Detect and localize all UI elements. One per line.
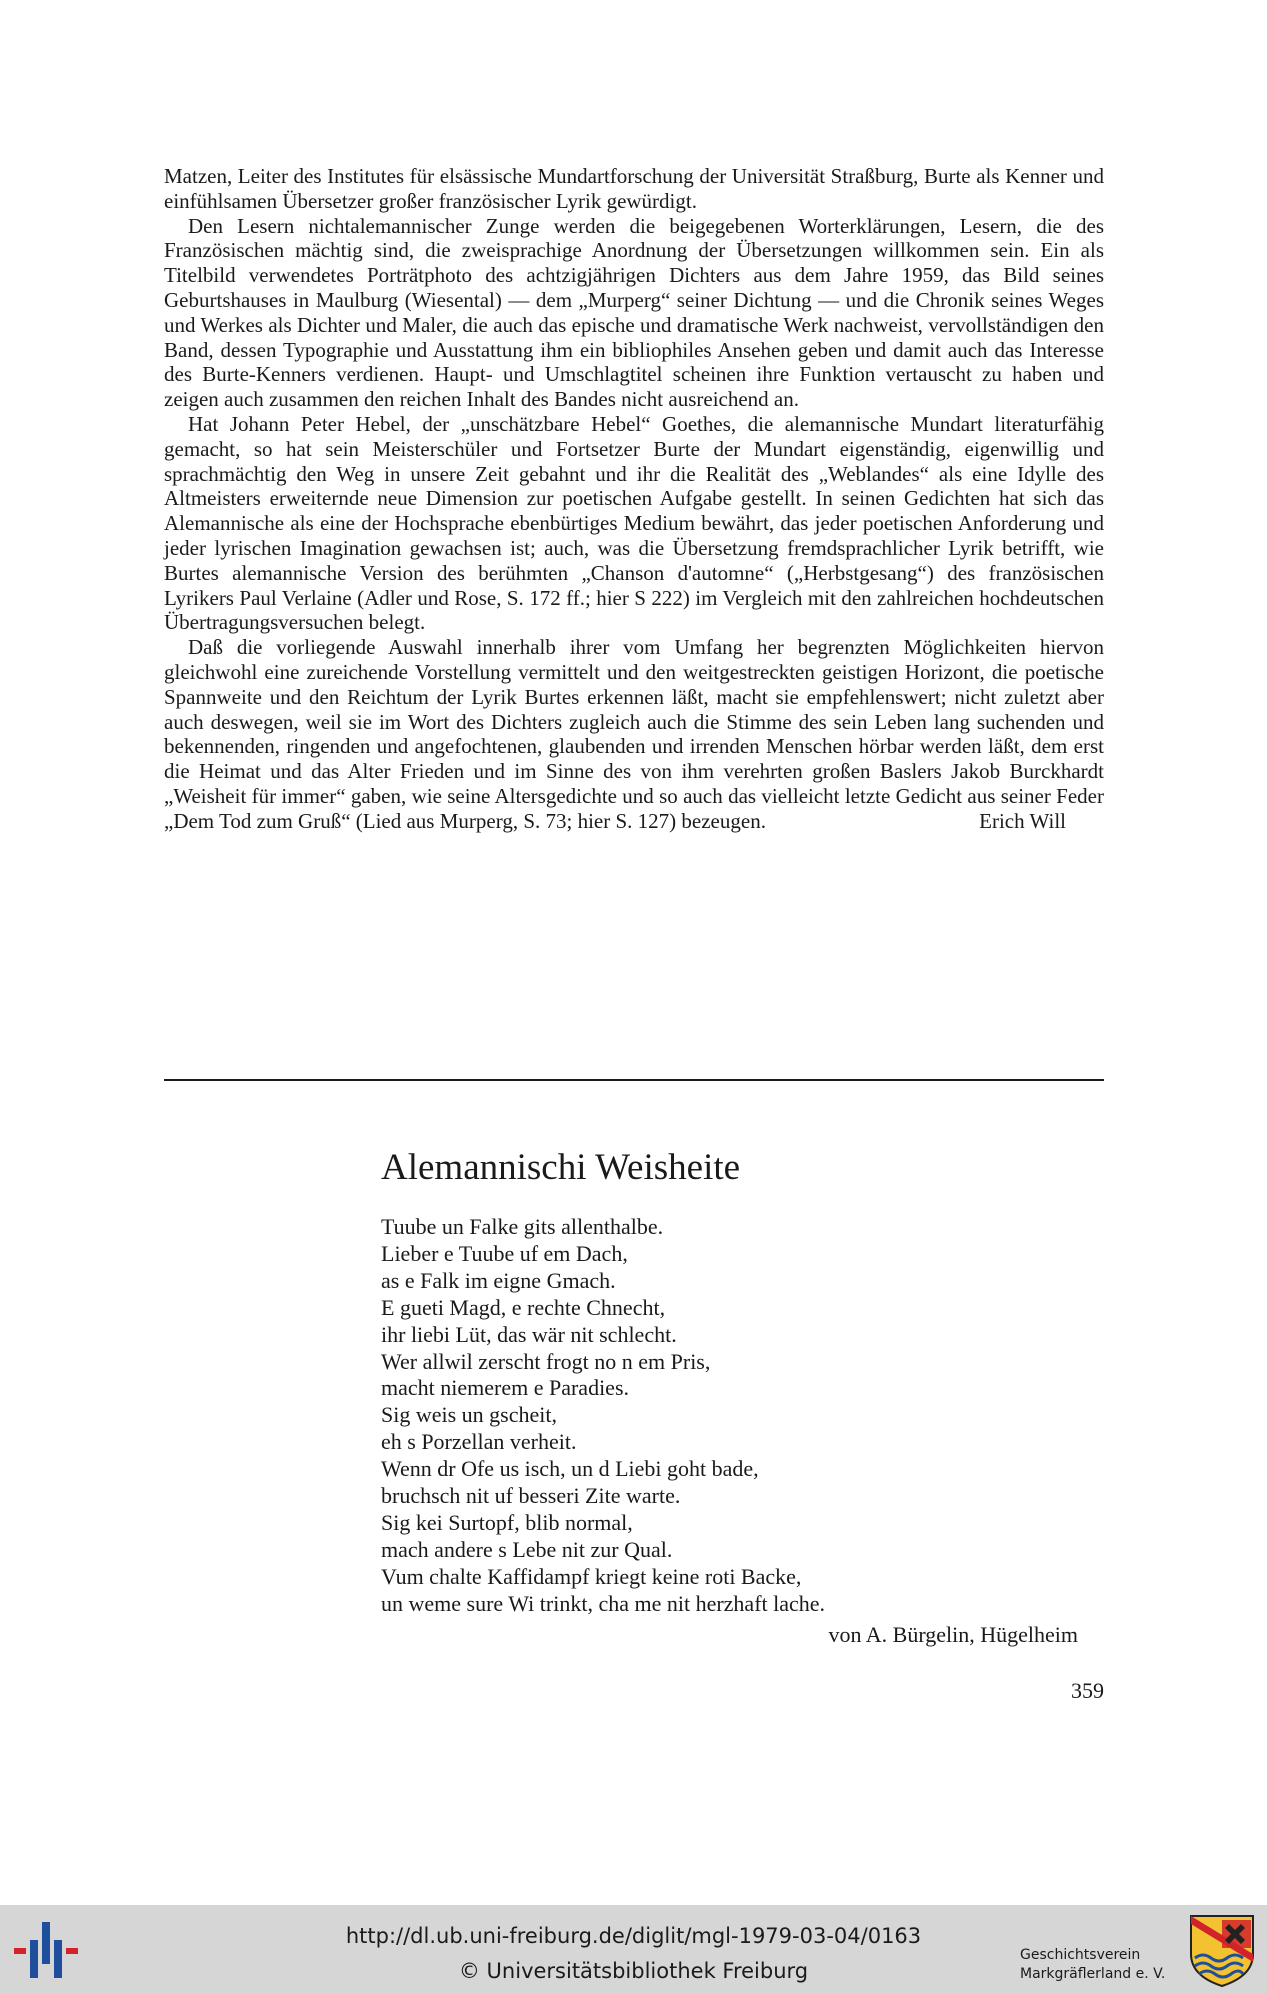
poem-line: Lieber e Tuube uf em Dach, [381, 1240, 628, 1266]
poem-author: von A. Bürgelin, Hügelheim [828, 1622, 1078, 1647]
poem-line: ihr liebi Lüt, das wär nit schlecht. [381, 1321, 677, 1347]
poem-line: un weme sure Wi trinkt, cha me nit herzhaft lache. [381, 1590, 826, 1616]
poem-line: E gueti Magd, e rechte Chnecht, [381, 1294, 666, 1320]
article-paragraph-text: Daß die vorliegende Auswahl innerhalb ihrer vom Umfang her begrenzten Möglichkeiten hiervon gleichwohl eine zureichende Vorstellung vermittelt und den weitgestreckten geistigen Horizont, die poetische Spannweite und den Reichtum der Lyrik Burtes erkennen läßt, macht sie empfehlenswert; nicht zuletzt aber auch deswegen, weil sie im Wort des Dichters zugleich auch die Stimme des sein Leben lang suchenden und bekennenden, ringenden und angefochtenen, glaubenden und irrenden Menschen hörbar werden läßt, dem erst die Heimat und das Alter Frieden und im Sinne des von ihm verehrten großen Baslers Jakob Burckhardt „Weisheit für immer“ gaben, wie seine Altersgedichte und so auch das vielleicht letzte Gedicht aus seiner Feder „Dem Tod zum Gruß“ (Lied aus Murperg, S. 73; hier S. 127) bezeugen. [164, 635, 1104, 833]
section-divider [164, 1079, 1104, 1081]
copyright-notice: © Universitätsbibliothek Freiburg [458, 1959, 809, 1983]
poem-line: mach andere s Lebe nit zur Qual. [381, 1536, 673, 1562]
society-name [1020, 1946, 1165, 1984]
poem-line: Sig kei Surtopf, blib normal, [381, 1509, 633, 1535]
article-signature: Erich Will [979, 808, 1066, 833]
article-paragraph: Hat Johann Peter Hebel, der „unschätzbare Hebel“ Goethes, die alemannische Mundart literaturfähig gemacht, so hat sein Meisterschüler und Fortsetzer Burte der Mundart eigenständig, eigenwillig und sprachmächtig den Weg in unsere Zeit gebahnt und ihr die Realität des „Weblandes“ als eine Idylle des Altmeisters erweiternde neue Dimension zur poetischen Aufgabe gestellt. In seinen Gedichten hat sich das Alemannische als eine der Hochsprache ebenbürtiges Medium bewährt, das jeder poetischen Anforderung und jeder lyrischen Imagination gewachsen ist; auch, was die Übersetzung fremdsprachlicher Lyrik betrifft, wie Burtes alemannische Version des berühmten „Chanson d'automne“ („Herbstgesang“) des französischen Lyrikers Paul Verlaine (Adler und Rose, S. 172 ff.; hier S 222) im Vergleich mit den zahlreichen hochdeutschen Übertragungsversuchen belegt. [164, 411, 1104, 635]
poem-line: as e Falk im eigne Gmach. [381, 1267, 616, 1293]
poem-line: macht niemerem e Paradies. [381, 1375, 630, 1401]
document-url-link[interactable]: http://dl.ub.uni-freiburg.de/diglit/mgl-1979-03-04/0163 [345, 1924, 922, 1948]
poem-line: Wer allwil zerscht frogt no n em Pris, [381, 1348, 711, 1374]
footer-bar [0, 1905, 1267, 1994]
review-article [164, 164, 1104, 834]
poem-line: Vum chalte Kaffidampf kriegt keine roti Backe, [381, 1563, 802, 1589]
article-paragraph: Matzen, Leiter des Institutes für elsässische Mundartforschung der Universität Straßburg, Burte als Kenner und einfühlsamen Übersetzer großer französischer Lyrik gewürdigt. [164, 164, 1104, 213]
poem-line: Wenn dr Ofe us isch, un d Liebi goht bade, [381, 1456, 759, 1482]
poem-line: eh s Porzellan verheit. [381, 1429, 577, 1455]
society-name-line1: Geschichtsverein [1020, 1947, 1141, 1963]
page-number: 359 [1071, 1678, 1104, 1703]
poem-line: Tuube un Falke gits allenthalbe. [381, 1214, 664, 1239]
coat-of-arms-icon [1189, 1914, 1255, 1988]
poem-line: Sig weis un gscheit, [381, 1402, 557, 1428]
poem-line: bruchsch nit uf besseri Zite warte. [381, 1483, 681, 1509]
society-name-line2: Markgräflerland e. V. [1020, 1966, 1166, 1982]
article-paragraph-last [164, 635, 1104, 833]
poem-title: Alemannischi Weisheite [381, 1147, 741, 1188]
article-paragraph: Den Lesern nichtalemannischer Zunge werden die beigegebenen Worterklärungen, Lesern, die des Französischen mächtig sind, die zweisprachige Anordnung der Übersetzungen willkommen sein. Ein als Titelbild verwendetes Porträtphoto des achtzigjährigen Dichters aus dem Jahre 1959, das Bild seines Geburtshauses in Maulburg (Wiesental) — dem „Murperg“ seiner Dichtung — und die Chronik seines Weges und Werkes als Dichter und Maler, die auch das epische und dramatische Werk nachweist, vervollständigen den Band, dessen Typographie und Ausstattung ihm ein bibliophiles Ansehen geben und damit auch das Interesse des Burte-Kenners verdienen. Haupt- und Umschlagtitel scheinen ihre Funktion vertauscht zu haben und zeigen auch zusammen den reichen Inhalt des Bandes nicht ausreichend an. [164, 213, 1104, 412]
poem-body [381, 1214, 1081, 1618]
